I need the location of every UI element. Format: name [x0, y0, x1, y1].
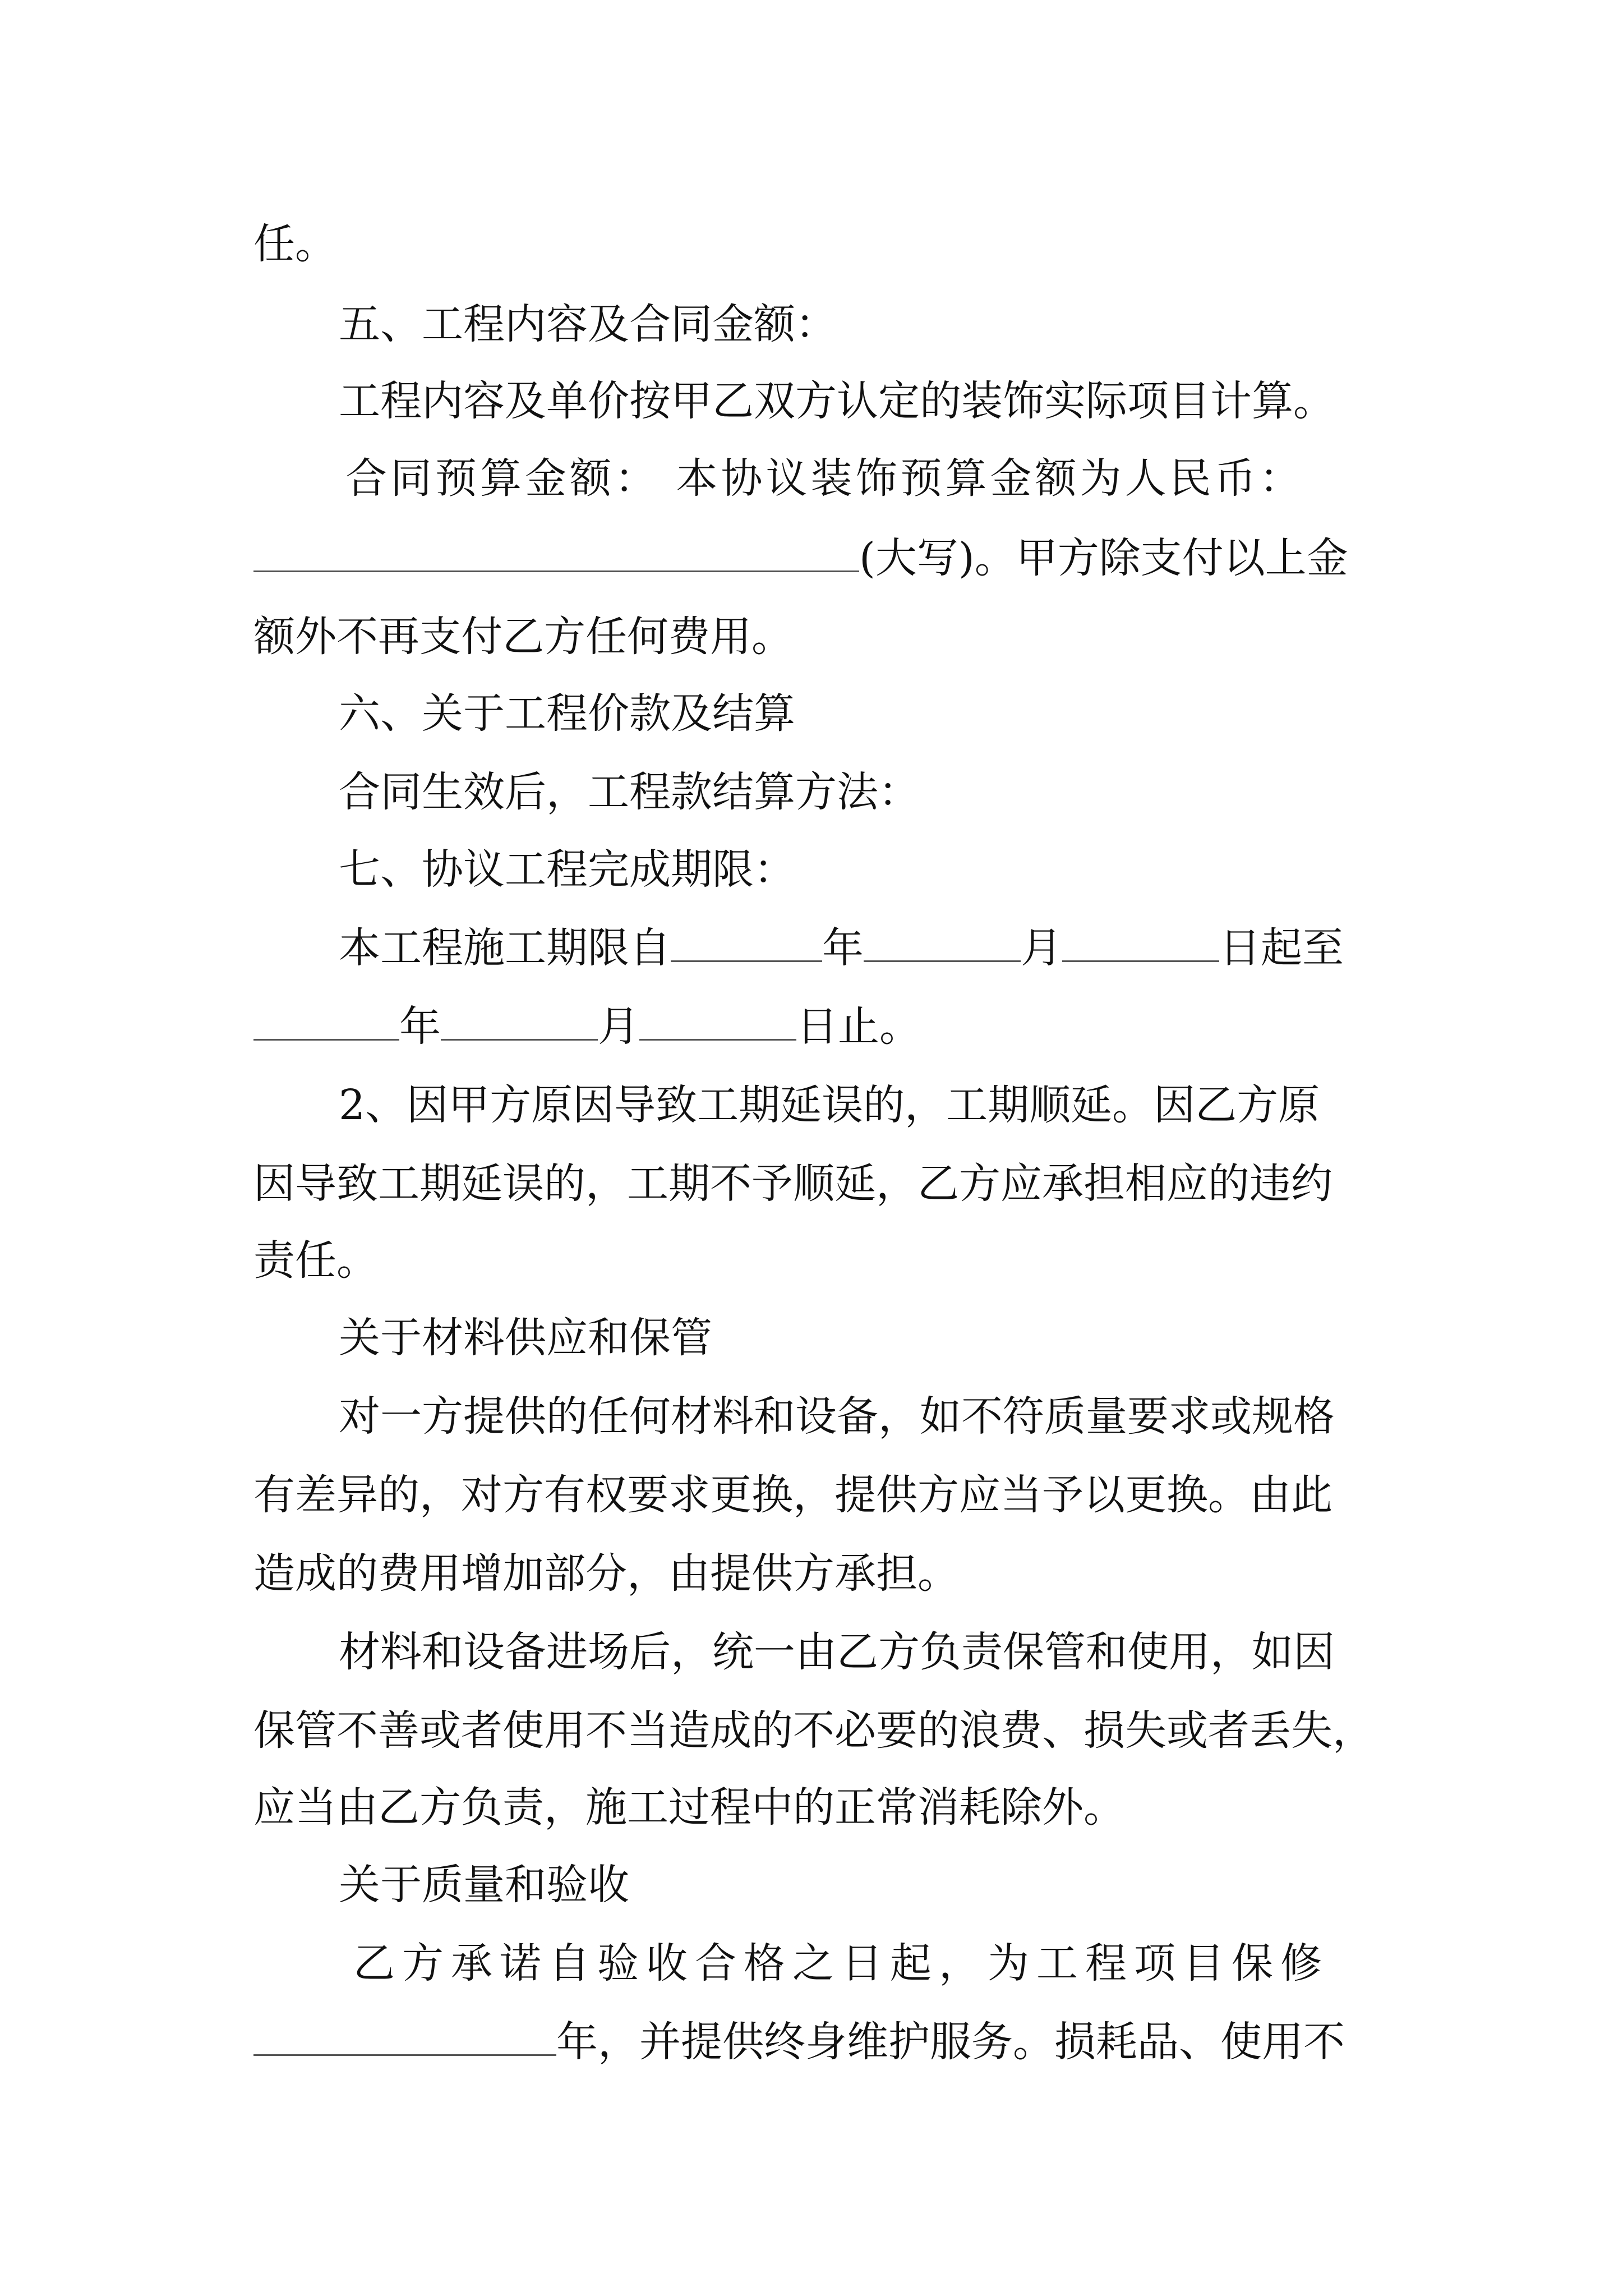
text-line: 合同生效后，工程款结算方法：: [339, 768, 920, 816]
text-line: 乙方承诺自验收合格之日起，为工程项目保修: [353, 1939, 1329, 1987]
text-line: 应当由乙方负责，施工过程中的正常消耗除外。: [253, 1783, 1125, 1832]
amount-blank: [253, 533, 859, 572]
section-heading: 五、工程内容及合同金额：: [339, 300, 837, 348]
text-line: 合同预算金额： 本协议装饰预算金额为人民币：: [345, 454, 1304, 503]
day-blank: [639, 1002, 796, 1041]
warranty-years-blank: [253, 2017, 556, 2056]
text-line: 年，并提供终身维护服务。损耗品、使用不: [0, 2014, 1623, 2070]
text-line: 因导致工期延误的，工期不予顺延，乙方应承担相应的违约: [253, 1159, 1332, 1208]
text-line: 2、因甲方原因导致工期延误的，工期顺延。因乙方原: [339, 1081, 1320, 1129]
section-heading: 六、关于工程价款及结算: [339, 689, 795, 738]
text-line: 对一方提供的任何材料和设备，如不符质量要求或规格: [339, 1392, 1335, 1441]
text-line: 工程内容及单价按甲乙双方认定的装饰实际项目计算。: [339, 377, 1335, 425]
text-line: 责任。: [253, 1236, 378, 1285]
text-line: 保管不善或者使用不当造成的不必要的浪费、损失或者丢失，: [253, 1706, 1374, 1755]
text-line: 有差异的，对方有权要求更换，提供方应当予以更换。由此: [253, 1471, 1332, 1519]
day-blank: [1062, 923, 1219, 962]
text-line: (大写)。甲方除支付以上金: [0, 530, 1623, 586]
month-blank: [864, 923, 1021, 962]
text-line: 额外不再支付乙方任何费用。: [253, 613, 793, 661]
text-line: 材料和设备进场后，统一由乙方负责保管和使用，如因: [339, 1628, 1335, 1676]
month-blank: [441, 1002, 598, 1041]
text-line: 造成的费用增加部分，由提供方承担。: [253, 1549, 959, 1598]
section-heading: 关于材料供应和保管: [339, 1314, 712, 1362]
text-line: 任。: [253, 220, 336, 268]
section-heading: 关于质量和验收: [339, 1861, 629, 1909]
section-heading: 七、协议工程完成期限：: [339, 845, 795, 894]
text-line: 年 月 日止。: [0, 999, 1623, 1055]
text-line: 本工程施工期限自 年 月 日起至: [339, 924, 1344, 972]
year-blank: [253, 1002, 399, 1041]
year-blank: [671, 923, 822, 962]
